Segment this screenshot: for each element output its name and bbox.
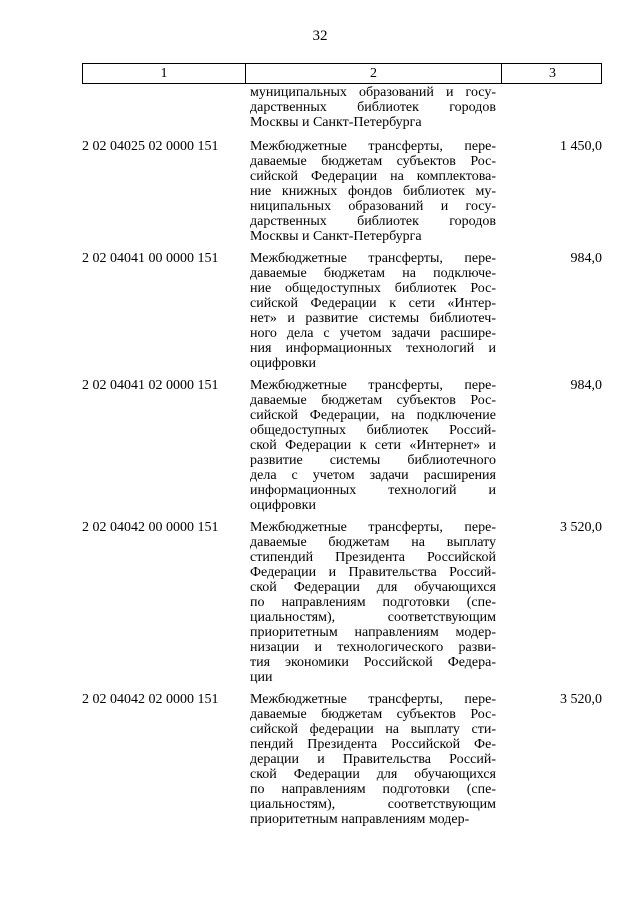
budget-description [244, 378, 500, 513]
description-line: оцифровки [250, 498, 316, 513]
description-line: ние книжных фондов библиотек му- [250, 184, 496, 199]
description-line: даваемые бюджетам на выплату [250, 535, 496, 550]
description-line: Межбюджетные трансферты, пере- [250, 251, 496, 266]
budget-code: 2 02 04042 02 0000 151 [82, 692, 219, 707]
budget-amount [500, 85, 602, 130]
description-line: Москвы и Санкт-Петербурга [250, 229, 422, 244]
description-line: по направлениям подготовки (спе- [250, 782, 496, 797]
table-row [82, 251, 602, 371]
description-line: информационных технологий и [250, 483, 496, 498]
description-line: дарственных библиотек городов [250, 214, 496, 229]
description-line: даваемые бюджетам субъектов Рос- [250, 154, 496, 169]
description-line: тия экономики Российской Федера- [250, 655, 496, 670]
budget-description [244, 85, 500, 130]
description-line: ного дела с учетом задачи расшире- [250, 326, 496, 341]
description-line: развитие системы библиотечного [250, 453, 496, 468]
description-line: муниципальных образований и госу- [250, 85, 496, 100]
page-number: 32 [312, 28, 328, 44]
description-line: циальностям), соответствующим [250, 797, 496, 812]
budget-description [244, 139, 500, 244]
column-header-amount: 3 [501, 64, 603, 83]
description-line: Межбюджетные трансферты, пере- [250, 139, 496, 154]
description-line: приоритетным направлениям модер- [250, 625, 496, 640]
description-line: приоритетным направлениям модер- [250, 812, 470, 827]
table-header-row [82, 63, 602, 84]
budget-code: 2 02 04041 02 0000 151 [82, 378, 219, 393]
description-line: Межбюджетные трансферты, пере- [250, 692, 496, 707]
budget-code: 2 02 04041 00 0000 151 [82, 251, 219, 266]
table-row [82, 520, 602, 685]
description-line: ской Федерации к сети «Интернет» и [250, 438, 496, 453]
description-line: дерации и Правительства Россий- [250, 752, 496, 767]
budget-amount: 3 520,0 [560, 520, 602, 535]
description-line: пендий Президента Российской Фе- [250, 737, 496, 752]
description-line: общедоступных библиотек Россий- [250, 423, 496, 438]
description-line: даваемые бюджетам на подключе- [250, 266, 496, 281]
description-line: по направлениям подготовки (спе- [250, 595, 496, 610]
table-row [82, 692, 602, 827]
budget-amount: 984,0 [570, 378, 602, 393]
table-row [82, 378, 602, 513]
budget-amount: 3 520,0 [560, 692, 602, 707]
description-line: ние общедоступных библиотек Рос- [250, 281, 496, 296]
budget-description [244, 251, 500, 371]
description-line: нет» и развитие системы библиотеч- [250, 311, 496, 326]
description-line: Федерации и Правительства Россий- [250, 565, 496, 580]
table-row [82, 85, 602, 130]
description-line: дарственных библиотек городов [250, 100, 496, 115]
description-line: оцифровки [250, 356, 316, 371]
description-line: ской Федерации для обучающихся [250, 767, 496, 782]
description-line: ниципальных образований и госу- [250, 199, 496, 214]
description-line: циальностям), соответствующим [250, 610, 496, 625]
budget-description [244, 692, 500, 827]
column-header-description: 2 [245, 64, 501, 83]
table-body [82, 84, 602, 827]
budget-code: 2 02 04042 00 0000 151 [82, 520, 219, 535]
description-line: низации и технологического разви- [250, 640, 496, 655]
budget-code: 2 02 04025 02 0000 151 [82, 139, 219, 154]
description-line: Межбюджетные трансферты, пере- [250, 520, 496, 535]
description-line: сийской Федерации к сети «Интер- [250, 296, 496, 311]
table-row [82, 139, 602, 244]
description-line: Межбюджетные трансферты, пере- [250, 378, 496, 393]
description-line: сийской Федерации на комплектова- [250, 169, 496, 184]
budget-code [82, 85, 244, 130]
description-line: сийской Федерации, на подключение [250, 408, 496, 423]
description-line: ской Федерации для обучающихся [250, 580, 496, 595]
budget-table [82, 63, 602, 834]
description-line: сийской федерации на выплату сти- [250, 722, 496, 737]
description-line: Москвы и Санкт-Петербурга [250, 115, 422, 130]
description-line: даваемые бюджетам субъектов Рос- [250, 393, 496, 408]
budget-amount: 1 450,0 [560, 139, 602, 154]
column-header-code: 1 [160, 66, 168, 81]
description-line: ции [250, 670, 273, 685]
description-line: дела с учетом задачи расширения [250, 468, 496, 483]
description-line: стипендий Президента Российской [250, 550, 496, 565]
description-line: ния информационных технологий и [250, 341, 496, 356]
budget-description [244, 520, 500, 685]
description-line: даваемые бюджетам субъектов Рос- [250, 707, 496, 722]
budget-amount: 984,0 [570, 251, 602, 266]
